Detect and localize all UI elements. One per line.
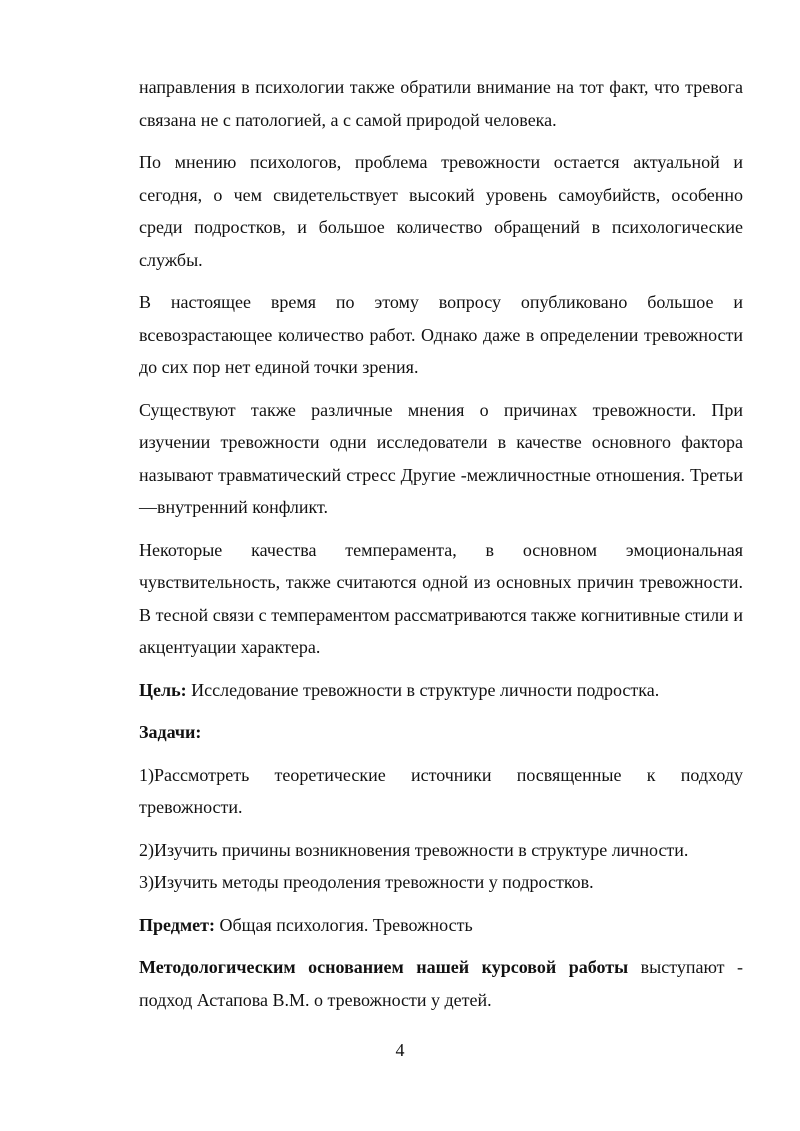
paragraph-relevance: По мнению психологов, проблема тревожности остается актуальной и сегодня, о чем свидетельствует высокий уровень самоубийств, особенно среди подростков, и большое количество обращений в психологические службы.: [139, 152, 743, 270]
goal-line: [139, 674, 743, 707]
page-number: 4: [395, 1040, 405, 1060]
task-item-1: 1)Рассмотреть теоретические источники посвященные к подходу тревожности.: [139, 764, 743, 817]
subject-line: [139, 909, 743, 942]
subject-text: Общая психология. Тревожность: [214, 914, 473, 935]
goal-text: Исследование тревожности в структуре личности подростка.: [186, 679, 660, 700]
tasks-heading: [139, 716, 743, 749]
methodology-label: Методологическим основанием нашей курсовой работы: [139, 957, 629, 977]
task-item-2: 2)Изучить причины возникновения тревожности в структуре личности.: [139, 839, 689, 860]
methodology-paragraph: [139, 951, 743, 1016]
page-body: [139, 71, 743, 1016]
paragraph-anxiety-nature: направления в психологии также обратили внимание на тот факт, что тревога связана не с патологией, а с самой природой человека.: [139, 77, 743, 130]
subject-label: Предмет:: [139, 914, 215, 935]
task-item-3: 3)Изучить методы преодоления тревожности у подростков.: [139, 872, 594, 892]
goal-label: Цель:: [139, 679, 187, 700]
methodology-text: выступают - подход Астапова В.М. о тревожности у детей.: [139, 957, 744, 1010]
paragraph-publications: В настоящее время по этому вопросу опубликовано большое и всевозрастающее количество работ. Однако даже в определении тревожности до сих пор нет единой точки зрения.: [139, 292, 743, 377]
paragraph-causes: Существуют также различные мнения о причинах тревожности. При изучении тревожности одни исследователи в качестве основного фактора называют травматический стресс Другие -межличностные отношения. Третьи—внутренний конфликт.: [139, 399, 743, 517]
tasks-heading-label: Задачи:: [139, 722, 202, 742]
paragraph-temperament: Некоторые качества темперамента, в основном эмоциональная чувствительность, также считаются одной из основных причин тревожности. В тесной связи с темпераментом рассматриваются также когнитивные стили и акцентуации характера.: [139, 539, 743, 657]
